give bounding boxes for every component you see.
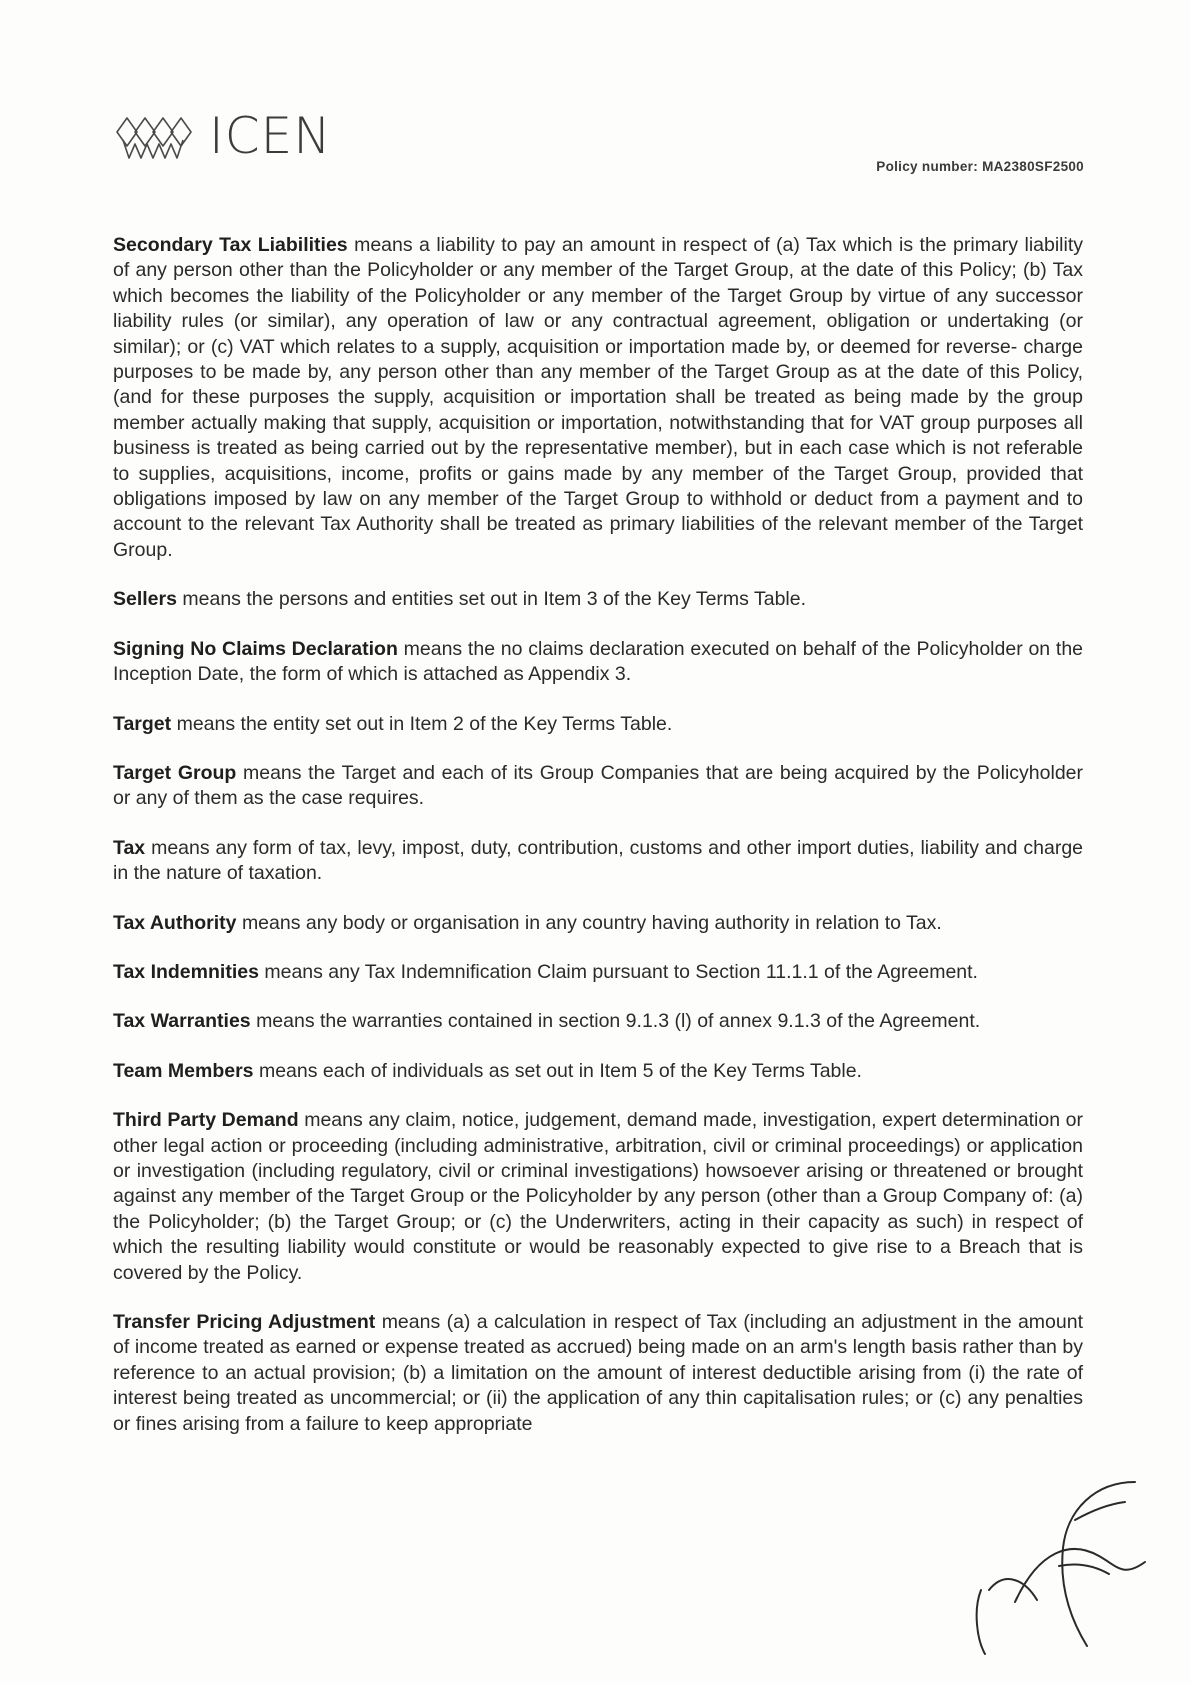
definition-text: means the persons and entities set out in Item 3 of the Key Terms Table. (182, 588, 807, 611)
definition-term: Tax (113, 836, 146, 859)
definition-term: Tax Indemnities (113, 960, 259, 983)
policy-number-label: Policy number: (876, 159, 979, 174)
icen-logo (113, 107, 332, 165)
definition-third-party-demand (113, 1108, 1083, 1286)
definition-term: Third Party Demand (113, 1109, 299, 1132)
policy-number (876, 159, 1084, 174)
definition-text: means any Tax Indemnification Claim pursuant to Section 11.1.1 of the Agreement. (264, 960, 978, 983)
definition-text: means the warranties contained in section 9.1.3 (l) of annex 9.1.3 of the Agreement. (256, 1010, 981, 1033)
definition-tax-authority (113, 911, 1083, 936)
definition-term: Target (113, 712, 172, 735)
definition-term: Signing No Claims Declaration (113, 637, 398, 660)
definition-text: means the entity set out in Item 2 of the Key Terms Table. (176, 712, 673, 735)
definition-signing-no-claims-declaration (113, 637, 1083, 688)
definition-term: Secondary Tax Liabilities (113, 234, 348, 256)
logo-wordmark: ICEN (209, 107, 332, 165)
definition-term: Sellers (113, 588, 177, 611)
handwritten-initials-signature (975, 1470, 1175, 1670)
definition-text: means each of individuals as set out in Item 5 of the Key Terms Table. (258, 1059, 862, 1082)
definition-team-members (113, 1059, 1083, 1084)
definition-sellers (113, 587, 1083, 612)
definition-text: means any claim, notice, judgement, demand made, investigation, expert determination or other legal action or proceeding (including administrative, arbitration, civil or criminal proceedings) or application or investigation (including regulatory, civil or criminal investigations) howsoever arising or threatened or brought against any member of the Target Group or the Policyholder by any person (other than a Group Company of: (a) the Policyholder; (b) the Target Group; or (c) the Underwriters, acting in their capacity as such) in respect of which the resulting liability would constitute or would be reasonably expected to give rise to a Breach that is covered by the Policy. (113, 1109, 1084, 1284)
definition-text: means (a) a calculation in respect of Tax (including an adjustment in the amount of income treated as earned or expense treated as accrued) being made on an arm's length basis rather than by reference to an actual provision; (b) a limitation on the amount of interest deductible arising from (i) the rate of interest being treated as uncommercial; or (ii) the application of any thin capitalisation rules; or (c) any penalties or fines arising from a failure to keep appropriate (113, 1311, 1083, 1435)
definition-text: means any body or organisation in any country having authority in relation to Tax. (241, 911, 942, 934)
definition-transfer-pricing-adjustment (113, 1310, 1083, 1437)
icen-logo-mark-icon (113, 110, 195, 162)
definition-term: Tax Warranties (113, 1010, 251, 1033)
definition-target-group (113, 761, 1083, 812)
definition-term: Target Group (113, 761, 237, 784)
definition-text: means the Target and each of its Group Companies that are being acquired by the Policyholder or any of them as the case requires. (113, 761, 1083, 810)
definition-text: means any form of tax, levy, impost, duty, contribution, customs and other import duties, liability and charge in the nature of taxation. (113, 836, 1084, 885)
definition-term: Tax Authority (113, 911, 237, 934)
definitions-list (113, 233, 1083, 1461)
definition-tax-warranties (113, 1009, 1083, 1034)
definition-tax (113, 836, 1083, 887)
definition-tax-indemnities (113, 960, 1083, 985)
policy-number-value: MA2380SF2500 (982, 159, 1084, 174)
definition-text: means a liability to pay an amount in respect of (a) Tax which is the primary liability of any person other than the Policyholder or any member of the Target Group, at the date of this Policy; (b) Tax which becomes the liability of the Policyholder or any member of the Target Group by virtue of any successor liability rules (or similar), any operation of law or any contractual agreement, obligation or undertaking (or similar); or (c) VAT which relates to a supply, acquisition or importation made by, or deemed for reverse- charge purposes to be made by, any person other than any member of the Target Group as at the date of this Policy, (and for these purposes the supply, acquisition or importation shall be treated as being made by the group member actually making that supply, acquisition or importation, notwithstanding that for VAT group purposes all business is treated as being carried out by the representative member), but in each case which is not referable to supplies, acquisitions, income, profits or gains made by any member of the Target Group, provided that obligations imposed by law on any member of the Target Group to withhold or deduct from a payment and to account to the relevant Tax Authority shall be treated as primary liabilities of the relevant member of the Target Group. (113, 234, 1083, 561)
page-header (0, 0, 1190, 200)
definition-term: Team Members (113, 1059, 254, 1082)
definition-target (113, 712, 1083, 737)
definition-term: Transfer Pricing Adjustment (113, 1311, 376, 1333)
definition-secondary-tax-liabilities (113, 233, 1083, 563)
definition-text: means the no claims declaration executed on behalf of the Policyholder on the Inception Date, the form of which is attached as Appendix 3. (113, 637, 1084, 686)
